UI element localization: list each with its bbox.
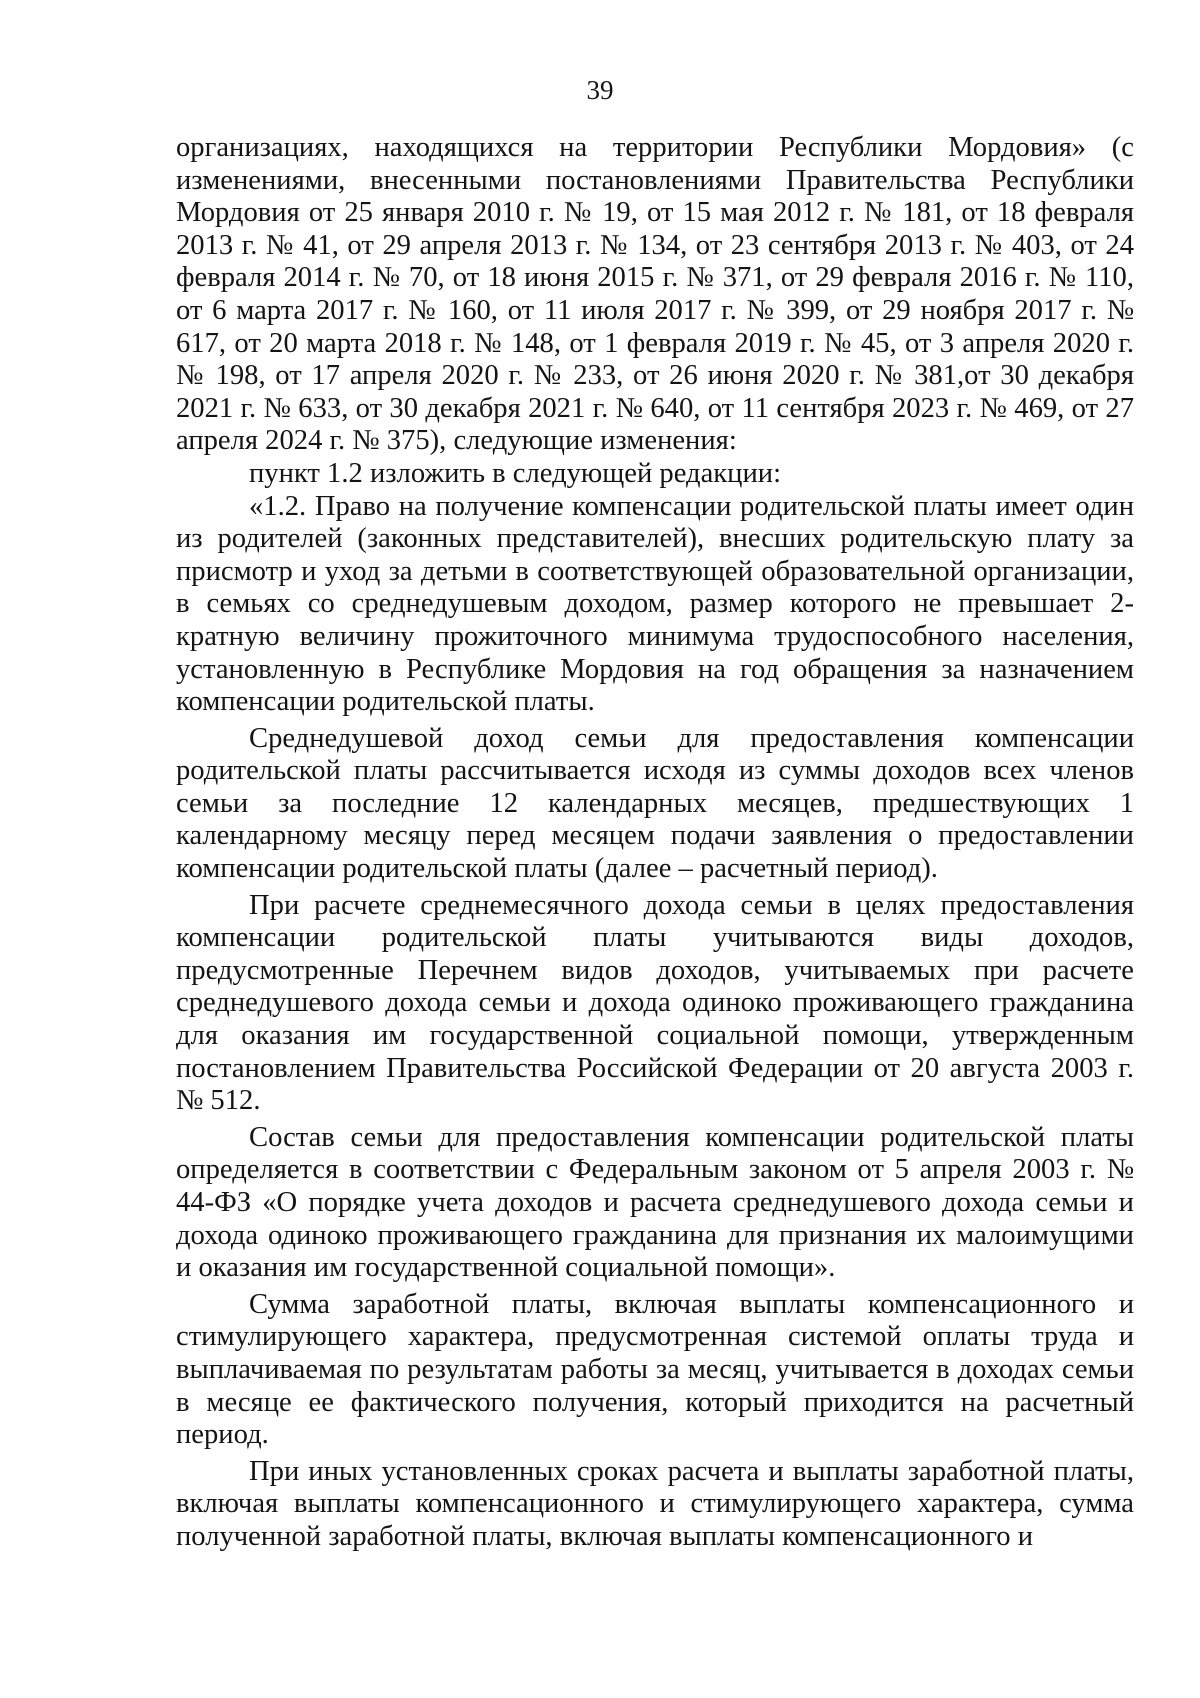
paragraph-amendment-instruction: пункт 1.2 изложить в следующей редакции:: [249, 457, 782, 489]
document-body: [176, 132, 1134, 1554]
paragraph-other-payment-terms: При иных установленных сроках расчета и выплаты заработной платы, включая выплаты компенсационного и стимулирующего характера, сумма полученной заработной платы, включая выплаты компенсационного и: [176, 1455, 1134, 1552]
paragraph-clause-1-2: «1.2. Право на получение компенсации родительской платы имеет один из родителей (законных представителей), внесших родительскую плату за присмотр и уход за детьми в соответствующей образовательной организации, в семьях со среднедушевым доходом, размер которого не превышает 2-кратную величину прожиточного минимума трудоспособного населения, установленную в Республике Мордовия на год обращения за назначением компенсации родительской платы.: [176, 490, 1134, 718]
page-number: 39: [586, 75, 614, 105]
paragraph-average-income: Среднедушевой доход семьи для предоставления компенсации родительской платы рассчитывается исходя из суммы доходов всех членов семьи за последние 12 календарных месяцев, предшествующих 1 календарному месяцу перед месяцем подачи заявления о предоставлении компенсации родительской платы (далее – расчетный период).: [176, 722, 1134, 885]
paragraph-family-composition: Состав семьи для предоставления компенсации родительской платы определяется в соответствии с Федеральным законом от 5 апреля 2003 г. № 44-ФЗ «О порядке учета доходов и расчета среднедушевого дохода семьи и дохода одиноко проживающего гражданина для признания их малоимущими и оказания им государственной социальной помощи».: [176, 1121, 1134, 1284]
paragraph-salary-amount: Сумма заработной платы, включая выплаты компенсационного и стимулирующего характера, предусмотренная системой оплаты труда и выплачиваемая по результатам работы за месяц, учитывается в доходах семьи в месяце ее фактического получения, который приходится на расчетный период.: [176, 1288, 1134, 1451]
paragraph-continuation: организациях, находящихся на территории Республики Мордовия» (с изменениями, внесенными постановлениями Правительства Республики Мордовия от 25 января 2010 г. № 19, от 15 мая 2012 г. № 181, от 18 февраля 2013 г. № 41, от 29 апреля 2013 г. № 134, от 23 сентября 2013 г. № 403, от 24 февраля 2014 г. № 70, от 18 июня 2015 г. № 371, от 29 февраля 2016 г. № 110, от 6 марта 2017 г. № 160, от 11 июля 2017 г. № 399, от 29 ноября 2017 г. № 617, от 20 марта 2018 г. № 148, от 1 февраля 2019 г. № 45, от 3 апреля 2020 г. № 198, от 17 апреля 2020 г. № 233, от 26 июня 2020 г. № 381,от 30 декабря 2021 г. № 633, от 30 декабря 2021 г. № 640, от 11 сентября 2023 г. № 469, от 27 апреля 2024 г. № 375), следующие изменения:: [176, 132, 1134, 457]
paragraph-income-types: При расчете среднемесячного дохода семьи в целях предоставления компенсации родительской платы учитываются виды доходов, предусмотренные Перечнем видов доходов, учитываемых при расчете среднедушевого дохода семьи и дохода одиноко проживающего гражданина для оказания им государственной социальной помощи, утвержденным постановлением Правительства Российской Федерации от 20 августа 2003 г. № 512.: [176, 889, 1134, 1117]
